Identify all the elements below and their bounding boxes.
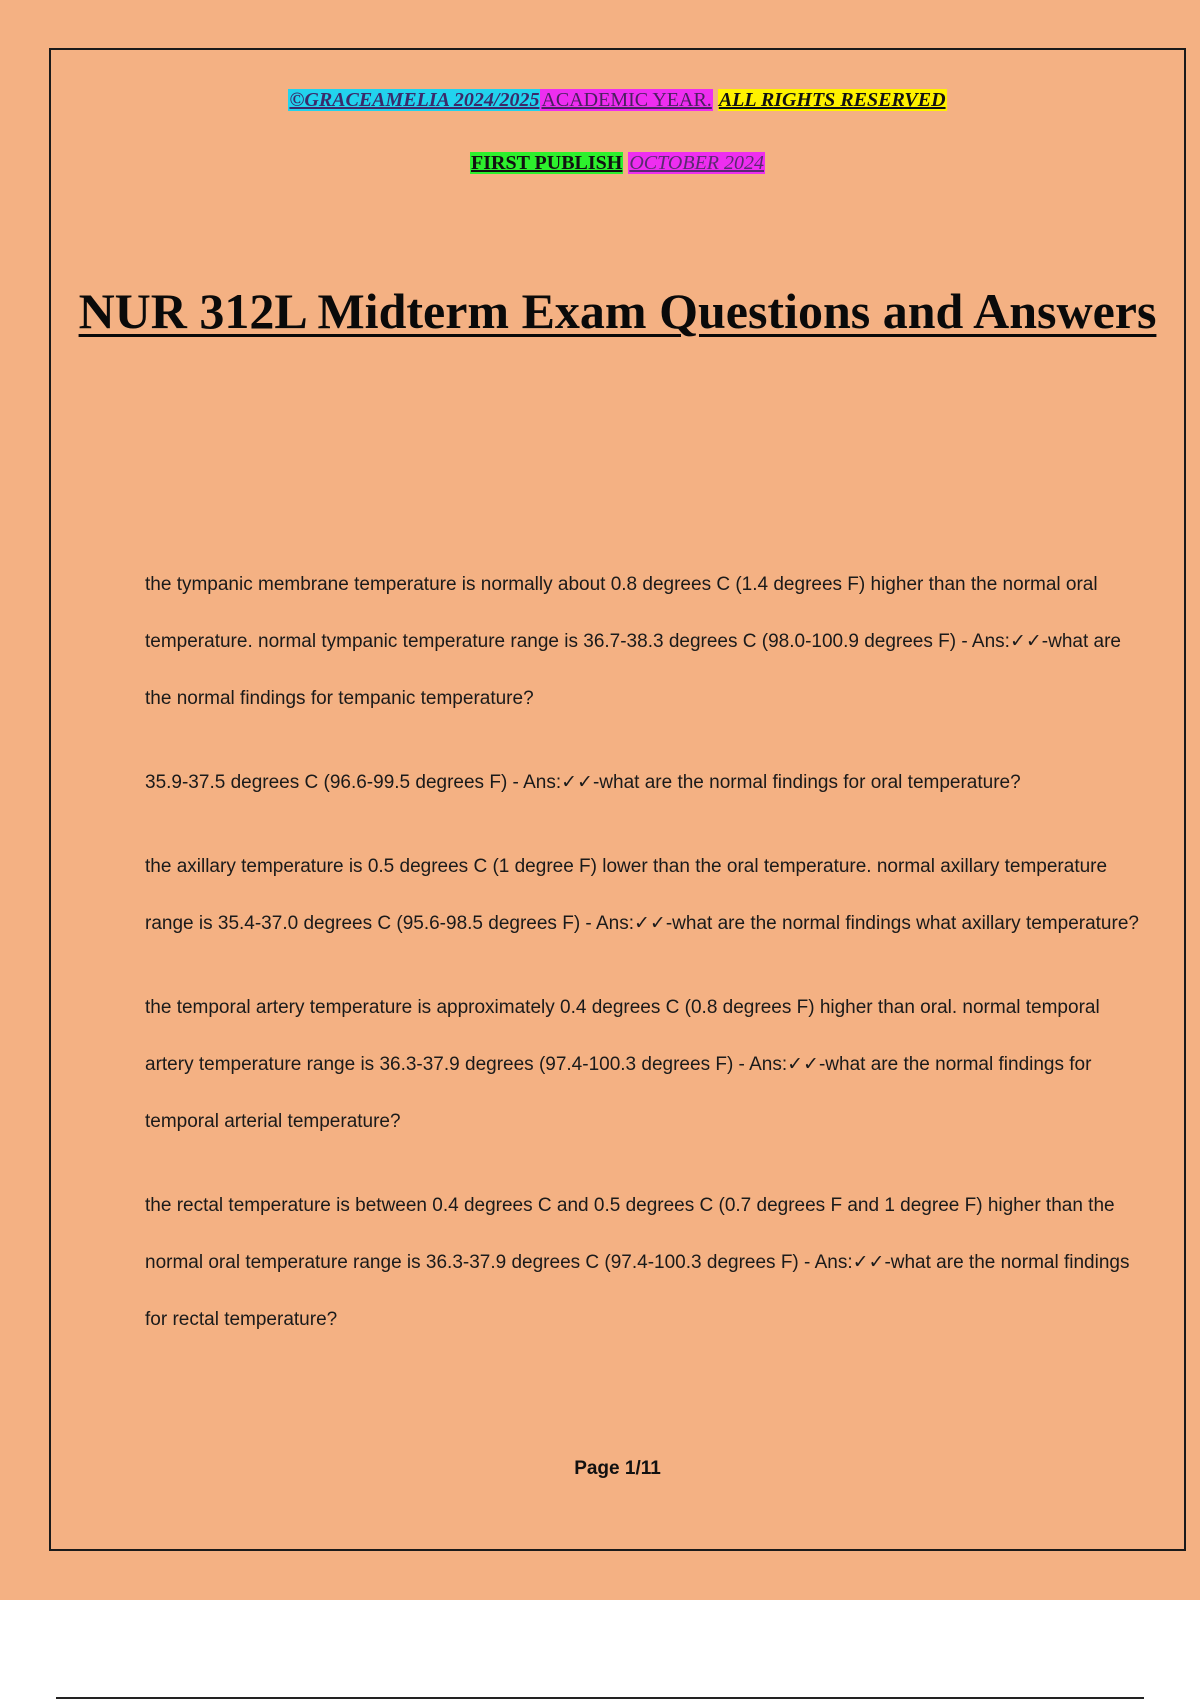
- qa-item: [145, 838, 1145, 952]
- qa-item-text: 35.9-37.5 degrees C (96.6-99.5 degrees F) - Ans:✓✓-what are the normal findings for oral temperature?: [145, 772, 1021, 793]
- copyright-header: [51, 87, 1184, 113]
- page-number: Page 1/11: [574, 1458, 661, 1479]
- publish-header: [51, 150, 1184, 176]
- copyright-text: ©GRACEAMELIA 2024/2025: [289, 89, 540, 111]
- document-title: [51, 278, 1184, 344]
- qa-item: [145, 754, 1145, 811]
- qa-item-text: the temporal artery temperature is approximately 0.4 degrees C (0.8 degrees F) higher than oral. normal temporal artery temperature range is 36.3-37.9 degrees (97.4-100.3 degrees F) - Ans:✓✓-what are the normal findings for temporal arterial temperature?: [145, 997, 1100, 1132]
- qa-item-text: the tympanic membrane temperature is normally about 0.8 degrees C (1.4 degrees F) higher than the normal oral temperature. normal tympanic temperature range is 36.7-38.3 degrees C (98.0-100.9 degrees F) - Ans:✓✓-what are the normal findings for tempanic temperature?: [145, 574, 1121, 709]
- qa-list: [145, 556, 1145, 1375]
- academic-year-text: ACADEMIC YEAR.: [541, 89, 712, 111]
- qa-item-text: the rectal temperature is between 0.4 degrees C and 0.5 degrees C (0.7 degrees F and 1 degree F) higher than the normal oral temperature range is 36.3-37.9 degrees C (97.4-100.3 degrees F) - Ans:✓✓-what are the normal findings for rectal temperature?: [145, 1195, 1130, 1330]
- qa-item: [145, 1177, 1145, 1348]
- bottom-divider: [56, 1697, 1144, 1699]
- first-publish-text: FIRST PUBLISH: [471, 152, 623, 174]
- qa-item: [145, 556, 1145, 727]
- qa-item-text: the axillary temperature is 0.5 degrees C (1 degree F) lower than the oral temperature. normal axillary temperature range is 35.4-37.0 degrees C (95.6-98.5 degrees F) - Ans:✓✓-what are the normal findings what axillary temperature?: [145, 856, 1139, 934]
- page-frame: [49, 48, 1186, 1551]
- publish-date-text: OCTOBER 2024: [629, 152, 764, 174]
- qa-item: [145, 979, 1145, 1150]
- document-title-text: NUR 312L Midterm Exam Questions and Answers: [78, 283, 1157, 339]
- rights-reserved-text: ALL RIGHTS RESERVED: [718, 89, 946, 111]
